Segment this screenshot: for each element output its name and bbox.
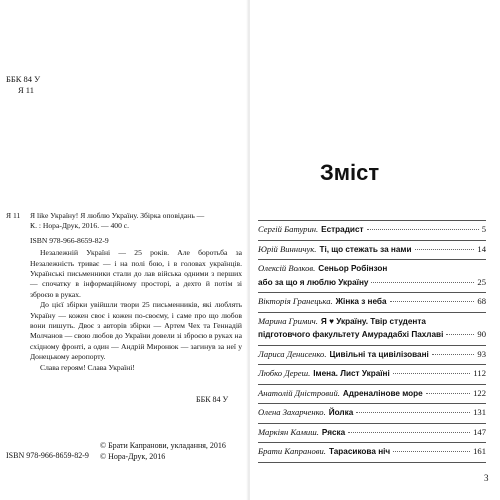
- isbn-bottom: ISBN 978-966-8659-82-9: [6, 451, 89, 460]
- toc-story-title: Жінка з неба: [335, 297, 387, 306]
- toc-author: Анатолій Дністровий.: [258, 387, 340, 398]
- annotation-paragraph: Слава героям! Слава Україні!: [40, 362, 135, 372]
- toc-page-number: 122: [473, 387, 486, 398]
- annotation-paragraph: Незалежній Україні — 25 років. Але боротьба за Незалежність триває — і на полі бою, і в головах українців. Українські письменники стали до лав війська одними з перших — спочатку в інформаційному просторі, а дехто й потім зі зброєю в руках.: [30, 248, 242, 299]
- toc-item[interactable]: [258, 292, 486, 312]
- toc-story-title: Естрадист: [321, 225, 364, 234]
- toc-item[interactable]: [258, 423, 486, 443]
- toc-page-number: 14: [477, 243, 486, 254]
- page-number: 3: [484, 473, 489, 483]
- toc-author: Лариса Денисенко.: [258, 348, 327, 359]
- toc-title: Зміст: [320, 160, 380, 185]
- toc-item[interactable]: [258, 384, 486, 404]
- toc-item[interactable]: [258, 345, 486, 365]
- toc-page-number: 131: [473, 407, 486, 417]
- toc-story-title: Сеньор Робінзон: [318, 264, 388, 273]
- toc-item[interactable]: [258, 240, 486, 260]
- toc-item[interactable]: [258, 259, 486, 292]
- toc-leader-dots: [367, 229, 479, 230]
- toc-leader-dots: [446, 334, 474, 335]
- toc-story-title: Тарасикова ніч: [328, 447, 391, 456]
- toc-author: Олена Захарченко.: [258, 407, 326, 417]
- author-sign: Я 11: [18, 85, 34, 95]
- toc-author: Сергій Батурин.: [258, 224, 319, 234]
- toc-page-number: 90: [477, 329, 486, 339]
- toc-page-number: 5: [481, 224, 486, 234]
- toc-author: Марина Гримич.: [258, 315, 318, 326]
- toc-page-number: 25: [477, 276, 486, 287]
- toc-leader-dots: [426, 393, 470, 394]
- bbk-code-right: ББК 84 У: [196, 395, 229, 404]
- toc-page-number: 93: [477, 348, 486, 359]
- toc-story-title-continued: підготовчого факультету Амурадабхі Пахлаві: [258, 330, 444, 339]
- toc-leader-dots: [371, 282, 474, 283]
- toc-author: Олексій Волков.: [258, 263, 316, 273]
- toc-item[interactable]: [258, 403, 486, 423]
- toc-story-title: Адреналінове море: [342, 388, 423, 398]
- toc-author: Любко Дереш.: [258, 368, 311, 378]
- biblio-isbn: ISBN 978-966-8659-82-9: [30, 235, 109, 245]
- biblio-title-line: Я like Україну! Я люблю Україну. Збірка оповідань —: [30, 211, 205, 220]
- toc-author: Вікторія Гранецька.: [258, 296, 333, 306]
- toc-story-title: Йолка: [328, 408, 354, 417]
- toc-leader-dots: [356, 412, 470, 413]
- toc-page-number: 68: [477, 296, 486, 306]
- toc-item[interactable]: [258, 364, 486, 384]
- toc-author: Маркіян Камиш.: [258, 426, 319, 437]
- biblio-imprint-line: К. : Нора-Друк, 2016. — 400 с.: [30, 221, 130, 231]
- toc-item[interactable]: [258, 220, 486, 240]
- toc-story-title: Ті, що стежать за нами: [319, 244, 412, 254]
- toc-item[interactable]: [258, 442, 486, 463]
- table-of-contents: [258, 220, 486, 463]
- bibliographic-record: [6, 211, 242, 373]
- toc-page-number: 147: [473, 426, 486, 437]
- toc-story-title: Ряска: [321, 427, 346, 437]
- toc-page-number: 161: [473, 446, 486, 456]
- annotation-paragraph: До цієї збірки увійшли твори 25 письменників, які люблять Україну — кожен своє і кожен по-своєму, і саме про що любов вони пишуть. Двоє з авторів збірки — Артем Чех та Геннадій Молчанов — свою любов до України довели зі зброєю в руках на східному фронті, а один — Андрій Миронюк — загинув за неї у Донецькому аеропорту.: [30, 300, 242, 362]
- toc-leader-dots: [432, 354, 475, 355]
- author-sign-code: Я 11: [6, 211, 21, 220]
- toc-author: Брати Капранови.: [258, 446, 326, 456]
- bbk-code: ББК 84 У: [6, 74, 41, 84]
- toc-item[interactable]: [258, 312, 486, 345]
- toc-leader-dots: [393, 451, 470, 452]
- toc-story-title: Я ♥ Україну. Твір студента: [320, 316, 426, 326]
- bbk-header: [6, 74, 40, 96]
- toc-page-number: 112: [473, 368, 486, 378]
- toc-author: Юрій Винничук.: [258, 243, 317, 254]
- toc-leader-dots: [415, 249, 475, 250]
- toc-story-title-continued: або за що я люблю Україну: [258, 277, 369, 287]
- toc-leader-dots: [348, 432, 470, 433]
- toc-leader-dots: [393, 373, 471, 374]
- copyright-line: © Нора-Друк, 2016: [100, 452, 166, 461]
- annotation: [6, 248, 242, 373]
- toc-story-title: Цивільні та цивілізовані: [329, 349, 429, 359]
- left-page: [0, 0, 248, 500]
- toc-story-title: Імена. Лист Україні: [313, 369, 390, 378]
- copyright-block: [100, 440, 226, 462]
- copyright-line: © Брати Капранови, укладання, 2016: [100, 441, 226, 450]
- toc-leader-dots: [390, 301, 475, 302]
